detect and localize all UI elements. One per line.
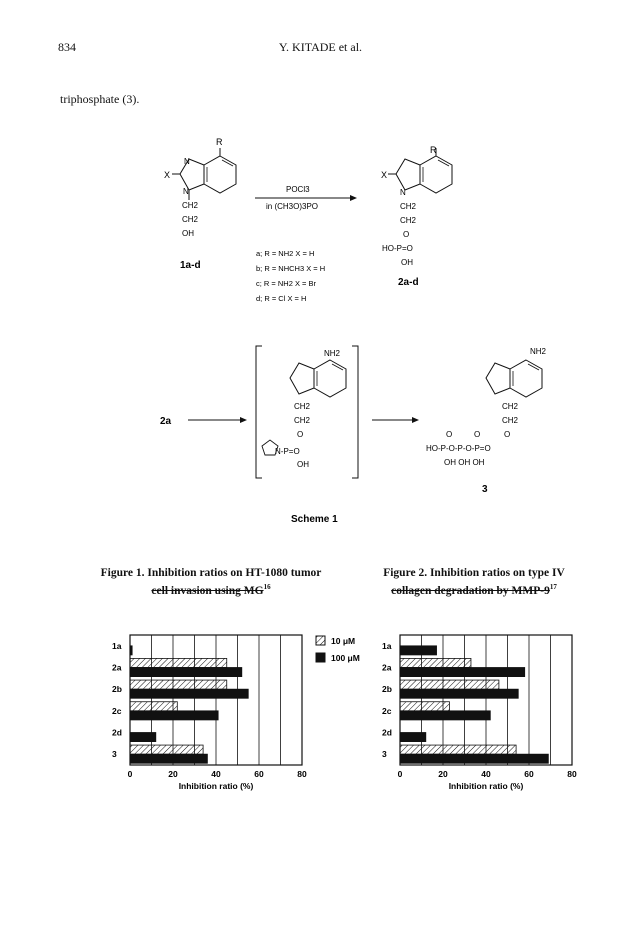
bar-1a-100uM [130, 646, 132, 655]
atom-CH2: CH2 [294, 416, 311, 425]
atom-O: O [446, 430, 453, 439]
atom-CH2: CH2 [182, 201, 199, 210]
figure-1-caption [82, 566, 340, 598]
bar-2d-100uM [400, 733, 426, 742]
bar-2b-100uM [400, 689, 518, 698]
atom-OH: OH [297, 460, 309, 469]
compound-2-structure [388, 148, 452, 193]
atom-R: R [216, 137, 223, 147]
atom-CH2: CH2 [294, 402, 311, 411]
running-head: Y. KITADE et al. [278, 40, 363, 54]
substituent-d: d; R = Cl X = H [256, 294, 307, 303]
substituent-a: a; R = NH2 X = H [256, 249, 315, 258]
atom-O: O [504, 430, 511, 439]
figure-1-caption-text: cell invasion using MG [151, 584, 264, 597]
atom-X: X [164, 170, 171, 180]
atom-OH: OH [182, 229, 194, 238]
figure-2-caption-ref: 17 [549, 583, 557, 591]
bar-2a-10uM [400, 658, 471, 667]
bar-2b-10uM [130, 680, 227, 689]
category-label: 2b [112, 684, 122, 695]
atom-CH2: CH2 [400, 216, 417, 225]
category-label: 2a [382, 662, 392, 673]
x-tick-label: 40 [481, 769, 491, 779]
figure-2-caption-line1: Figure 2. Inhibition ratios on type IV [383, 567, 565, 579]
category-label: 2a [112, 662, 122, 673]
atom-CH2: CH2 [182, 215, 199, 224]
figure-1-caption-ref: 16 [263, 583, 271, 591]
atom-X: X [381, 170, 388, 180]
atom-NH2: NH2 [530, 347, 547, 356]
bracket-left [256, 346, 262, 478]
atom-triphosphate-oh: OH OH OH [444, 458, 485, 467]
category-label: 2b [382, 684, 392, 695]
x-tick-label: 40 [211, 769, 221, 779]
label-2a-d: 2a-d [398, 277, 419, 288]
atom-CH2: CH2 [502, 402, 519, 411]
figure-1-chart [100, 630, 320, 800]
legend-swatch-hatched [316, 636, 325, 645]
x-axis-label: Inhibition ratio (%) [178, 781, 254, 791]
atom-O: O [474, 430, 481, 439]
intermediate-structure [290, 360, 346, 397]
x-axis-label: Inhibition ratio (%) [448, 781, 524, 791]
atom-CH2: CH2 [400, 202, 417, 211]
bar-2c-100uM [400, 711, 490, 720]
x-tick-label: 80 [297, 769, 307, 779]
x-tick-label: 20 [438, 769, 448, 779]
bar-2b-100uM [130, 689, 248, 698]
atom-NH2: NH2 [324, 349, 341, 358]
atom-NP: N-P=O [275, 447, 300, 456]
x-tick-label: 60 [524, 769, 534, 779]
category-label: 1a [112, 640, 122, 651]
atom-OH: OH [401, 258, 413, 267]
scheme-title: Scheme 1 [291, 514, 338, 525]
bar-2b-10uM [400, 680, 499, 689]
category-label: 3 [382, 749, 387, 760]
figure-2-caption-text: collagen degradation by MMP-9 [391, 584, 550, 597]
legend-label-100uM: 100 μM [331, 653, 360, 663]
bar-2c-10uM [400, 702, 449, 711]
compound-1-structure [172, 148, 236, 200]
label-2a: 2a [160, 416, 172, 427]
bar-1a-100uM [400, 646, 437, 655]
x-tick-label: 80 [567, 769, 577, 779]
category-label: 2d [112, 727, 122, 738]
legend-label-10uM: 10 μM [331, 636, 356, 646]
bar-3-10uM [400, 745, 516, 754]
compound-3-structure [486, 360, 542, 397]
figure-1-caption-line2 [82, 580, 340, 598]
category-label: 2d [382, 727, 392, 738]
atom-triphosphate: HO-P-O-P-O-P=O [426, 444, 491, 453]
atom-HOP: HO-P=O [382, 244, 413, 253]
reagent-pocl3: POCl3 [286, 185, 310, 194]
label-1a-d: 1a-d [180, 260, 201, 271]
bar-2c-100uM [130, 711, 218, 720]
atom-R: R [430, 145, 437, 155]
figure-1-caption-line1: Figure 1. Inhibition ratios on HT-1080 tumor [100, 567, 322, 579]
substituent-b: b; R = NHCH3 X = H [256, 264, 326, 273]
x-tick-label: 0 [397, 769, 403, 779]
x-tick-label: 20 [168, 769, 178, 779]
bar-2d-100uM [130, 733, 156, 742]
figure-2-caption [352, 566, 596, 598]
category-label: 2c [112, 705, 122, 716]
substituent-c: c; R = NH2 X = Br [256, 279, 317, 288]
page-number: 834 [58, 40, 76, 54]
atom-O: O [403, 230, 410, 239]
bar-2c-10uM [130, 702, 177, 711]
bar-2a-100uM [130, 668, 242, 677]
figure-2-caption-line2 [352, 580, 596, 598]
label-3: 3 [482, 484, 488, 495]
atom-N: N [184, 157, 190, 166]
intro-text: triphosphate (3). [60, 92, 140, 106]
category-label: 2c [382, 705, 392, 716]
x-tick-label: 60 [254, 769, 264, 779]
atom-N: N [183, 187, 189, 196]
bar-3-10uM [130, 745, 203, 754]
category-label: 1a [382, 640, 392, 651]
bar-3-100uM [400, 754, 548, 763]
x-tick-label: 0 [127, 769, 133, 779]
legend-swatch-solid [316, 653, 325, 662]
category-label: 3 [112, 749, 117, 760]
atom-CH2: CH2 [502, 416, 519, 425]
reagent-solvent: in (CH3O)3PO [266, 202, 319, 211]
bar-3-100uM [130, 754, 207, 763]
chart-legend [310, 632, 380, 668]
bar-2a-10uM [130, 658, 227, 667]
atom-O: O [297, 430, 304, 439]
atom-N: N [400, 188, 406, 197]
figure-2-chart [370, 630, 590, 800]
bracket-right [352, 346, 358, 478]
bar-2a-100uM [400, 668, 525, 677]
